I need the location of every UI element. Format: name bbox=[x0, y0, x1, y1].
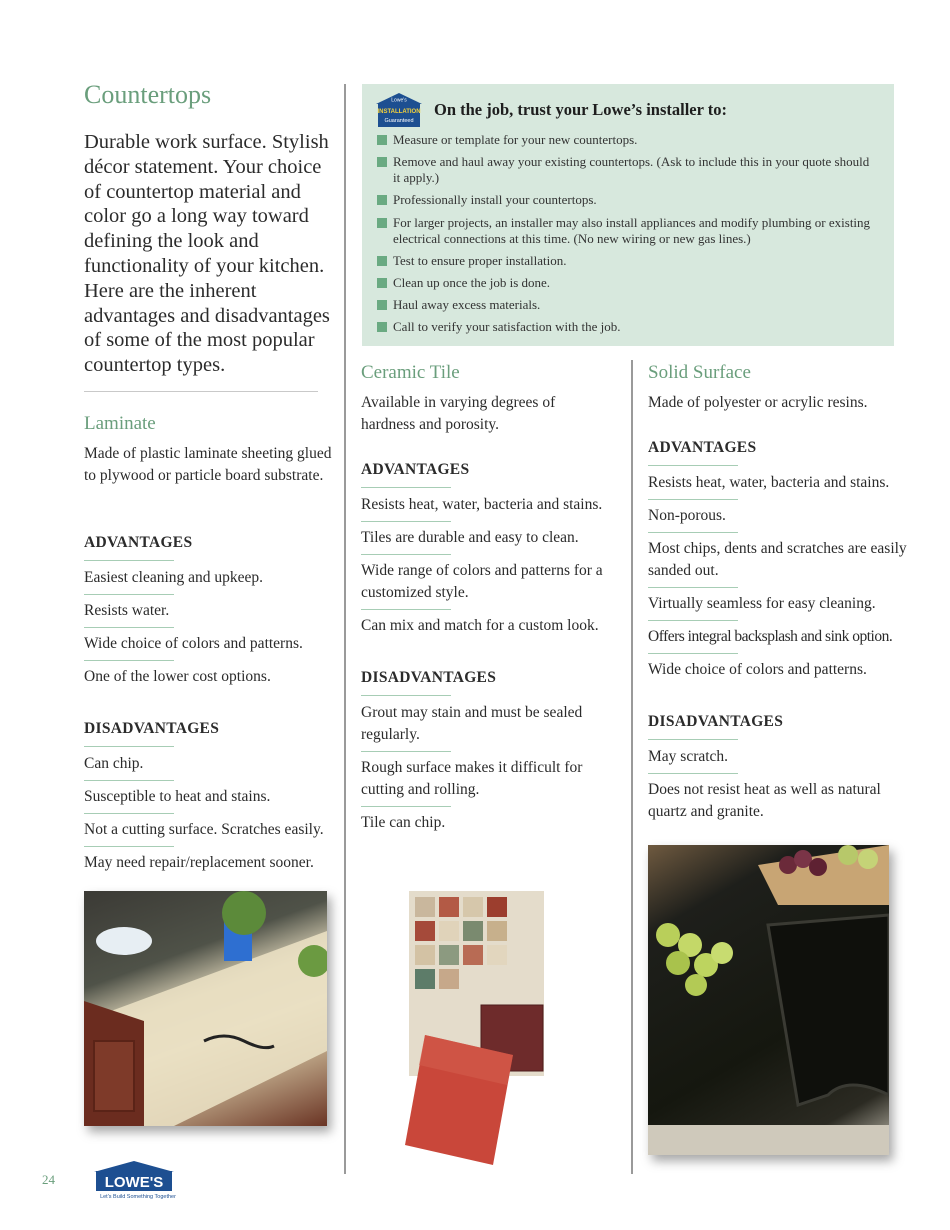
ceramic-disadvantages-label: DISADVANTAGES bbox=[361, 669, 497, 686]
square-bullet-icon bbox=[377, 278, 387, 288]
svg-text:Guaranteed: Guaranteed bbox=[384, 118, 414, 124]
square-bullet-icon bbox=[377, 256, 387, 266]
list-item: Call to verify your satisfaction with the job. bbox=[377, 319, 877, 335]
list-item: One of the lower cost options. bbox=[84, 660, 349, 688]
list-item: Measure or template for your new countertops. bbox=[377, 132, 877, 148]
solid-surface-description: Made of polyester or acrylic resins. bbox=[648, 394, 868, 411]
list-item: Non-porous. bbox=[648, 499, 910, 527]
list-item: Professionally install your countertops. bbox=[377, 192, 877, 208]
square-bullet-icon bbox=[377, 300, 387, 310]
column-divider-right bbox=[631, 360, 633, 1174]
list-item: For larger projects, an installer may also install appliances and modify plumbing or existing electrical connections at this time. (No new wiring or new gas lines.) bbox=[377, 215, 877, 247]
list-item: May need repair/replacement sooner. bbox=[84, 846, 349, 874]
svg-text:LOWE'S: LOWE'S bbox=[104, 1174, 164, 1191]
list-item: Tile can chip. bbox=[361, 806, 621, 834]
page-number: 24 bbox=[42, 1172, 55, 1187]
square-bullet-icon bbox=[377, 157, 387, 167]
tile-samples-art bbox=[395, 885, 570, 1185]
list-item: Easiest cleaning and upkeep. bbox=[84, 560, 349, 589]
ceramic-advantages-label: ADVANTAGES bbox=[361, 461, 470, 478]
square-bullet-icon bbox=[377, 195, 387, 205]
installer-box bbox=[362, 84, 894, 346]
solid-surface-sink-photo bbox=[648, 845, 889, 1155]
list-item: Can mix and match for a custom look. bbox=[361, 609, 627, 637]
laminate-photo-art bbox=[84, 891, 327, 1126]
installer-task-list bbox=[377, 132, 877, 342]
list-item: Does not resist heat as well as natural quartz and granite. bbox=[648, 773, 910, 823]
list-item: Haul away excess materials. bbox=[377, 297, 877, 313]
list-item: Can chip. bbox=[84, 746, 349, 775]
installation-guaranteed-badge-icon bbox=[374, 92, 424, 128]
solid-surface-art bbox=[648, 845, 889, 1155]
list-item: Clean up once the job is done. bbox=[377, 275, 877, 291]
square-bullet-icon bbox=[377, 322, 387, 332]
svg-text:Lowe's: Lowe's bbox=[391, 97, 407, 104]
lowes-logo bbox=[94, 1160, 182, 1200]
svg-text:INSTALLATION: INSTALLATION bbox=[377, 109, 421, 115]
list-item: Remove and haul away your existing countertops. (Ask to include this in your quote should it apply.) bbox=[377, 154, 877, 186]
page-title: Countertops bbox=[84, 80, 212, 109]
intro-paragraph: Durable work surface. Stylish décor statement. Your choice of countertop material and color go a long way toward defining the look and functionality of your kitchen. Here are the inherent advantages and disadvantages of some of the most popular countertop types. bbox=[84, 131, 330, 377]
laminate-disadvantages-label: DISADVANTAGES bbox=[84, 720, 220, 737]
list-item: Wide range of colors and patterns for a customized style. bbox=[361, 554, 627, 604]
list-item: Resists water. bbox=[84, 594, 349, 622]
laminate-title: Laminate bbox=[84, 413, 156, 434]
laminate-description: Made of plastic laminate sheeting glued to plywood or particle board substrate. bbox=[84, 445, 332, 484]
list-item: May scratch. bbox=[648, 739, 910, 768]
ceramic-disadvantages-list bbox=[361, 695, 621, 839]
laminate-disadvantages-list bbox=[84, 746, 349, 879]
solid-advantages-label: ADVANTAGES bbox=[648, 439, 757, 456]
solid-surface-title: Solid Surface bbox=[648, 362, 751, 383]
list-item: Test to ensure proper installation. bbox=[377, 253, 877, 269]
list-item: Wide choice of colors and patterns. bbox=[648, 653, 910, 681]
column-divider-left bbox=[344, 84, 346, 1174]
list-item: Resists heat, water, bacteria and stains. bbox=[361, 487, 627, 516]
lowes-logo-icon bbox=[94, 1160, 182, 1200]
list-item: Wide choice of colors and patterns. bbox=[84, 627, 349, 655]
list-item: Offers integral backsplash and sink option. bbox=[648, 620, 910, 648]
list-item: Grout may stain and must be sealed regularly. bbox=[361, 695, 621, 746]
square-bullet-icon bbox=[377, 218, 387, 228]
square-bullet-icon bbox=[377, 135, 387, 145]
laminate-advantages-list bbox=[84, 560, 349, 693]
ceramic-title: Ceramic Tile bbox=[361, 362, 460, 383]
list-item: Most chips, dents and scratches are easily sanded out. bbox=[648, 532, 910, 582]
svg-text:Let's Build Something Together: Let's Build Something Together bbox=[100, 1194, 176, 1200]
installer-box-title: On the job, trust your Lowe’s installer to: bbox=[434, 100, 728, 119]
solid-disadvantages-list bbox=[648, 739, 910, 828]
intro-divider bbox=[84, 391, 318, 392]
list-item: Resists heat, water, bacteria and stains. bbox=[648, 465, 910, 494]
solid-disadvantages-label: DISADVANTAGES bbox=[648, 713, 784, 730]
laminate-advantages-label: ADVANTAGES bbox=[84, 534, 193, 551]
ceramic-tile-samples-photo bbox=[395, 885, 570, 1185]
list-item: Rough surface makes it difficult for cutting and rolling. bbox=[361, 751, 621, 801]
ceramic-advantages-list bbox=[361, 487, 627, 642]
laminate-kitchen-photo bbox=[84, 891, 327, 1126]
list-item: Susceptible to heat and stains. bbox=[84, 780, 349, 808]
list-item: Virtually seamless for easy cleaning. bbox=[648, 587, 910, 615]
list-item: Not a cutting surface. Scratches easily. bbox=[84, 813, 349, 841]
solid-advantages-list bbox=[648, 465, 910, 686]
ceramic-description: Available in varying degrees of hardness and porosity. bbox=[361, 394, 556, 433]
list-item: Tiles are durable and easy to clean. bbox=[361, 521, 627, 549]
